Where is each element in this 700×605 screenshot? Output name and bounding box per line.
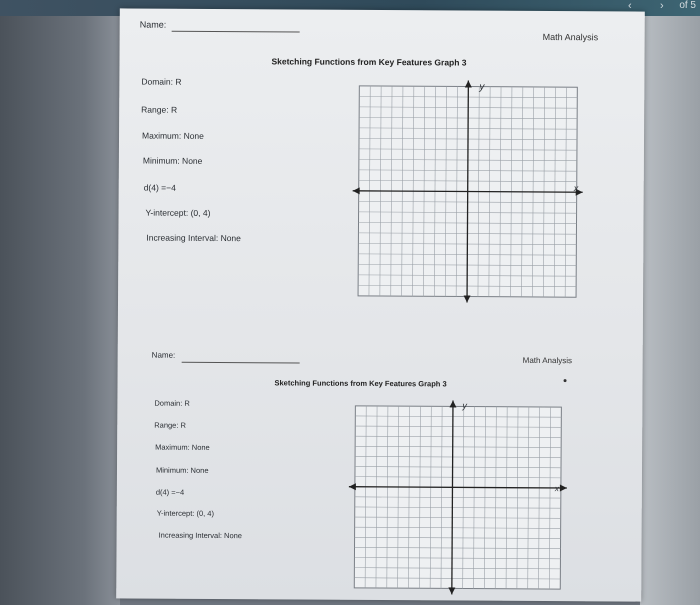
y-axis-label: y [479,81,485,93]
arrow-down-icon [448,587,455,594]
bullet-dot [564,379,567,382]
feature-domain: Domain: R [154,398,190,408]
feature-increasing-interval: Increasing Interval: None [146,232,241,244]
feature-domain: Domain: R [141,76,182,87]
feature-maximum: Maximum: None [142,130,204,141]
worksheet-title: Sketching Functions from Key Features Graph 3 [274,378,447,389]
background-right-strip [640,0,700,605]
coordinate-grid [350,78,585,305]
worksheet-title: Sketching Functions from Key Features Graph 3 [271,56,467,68]
page-counter: of 5 [679,0,696,11]
arrow-right-icon [560,484,567,491]
x-axis-label: x [554,484,559,494]
name-line [182,362,300,364]
feature-range: Range: R [141,104,178,115]
feature-y-intercept: Y-intercept: (0, 4) [145,207,211,218]
feature-maximum: Maximum: None [155,442,210,452]
arrow-up-icon [465,81,472,88]
arrow-left-icon [353,187,360,194]
chevron-left-icon[interactable]: ‹ [628,0,632,12]
background-sidebar [0,0,120,605]
name-label: Name: [151,350,176,360]
feature-increasing-interval: Increasing Interval: None [158,530,243,541]
feature-y-intercept: Y-intercept: (0, 4) [156,508,215,518]
arrow-up-icon [449,400,456,407]
chevron-right-icon[interactable]: › [660,0,664,12]
worksheet-page [116,8,645,601]
x-axis-label: x [573,183,579,194]
y-axis-label: y [462,400,467,411]
subject-label: Math Analysis [522,355,573,366]
name-line [172,31,300,33]
feature-point: d(4) =−4 [155,487,185,497]
feature-range: Range: R [154,420,186,430]
feature-point: d(4) =−4 [143,182,176,193]
coordinate-grid [346,398,569,597]
subject-label: Math Analysis [542,31,599,43]
feature-minimum: Minimum: None [142,155,203,166]
arrow-left-icon [349,483,356,490]
feature-minimum: Minimum: None [155,465,209,475]
arrow-down-icon [464,296,471,303]
name-label: Name: [139,19,167,30]
